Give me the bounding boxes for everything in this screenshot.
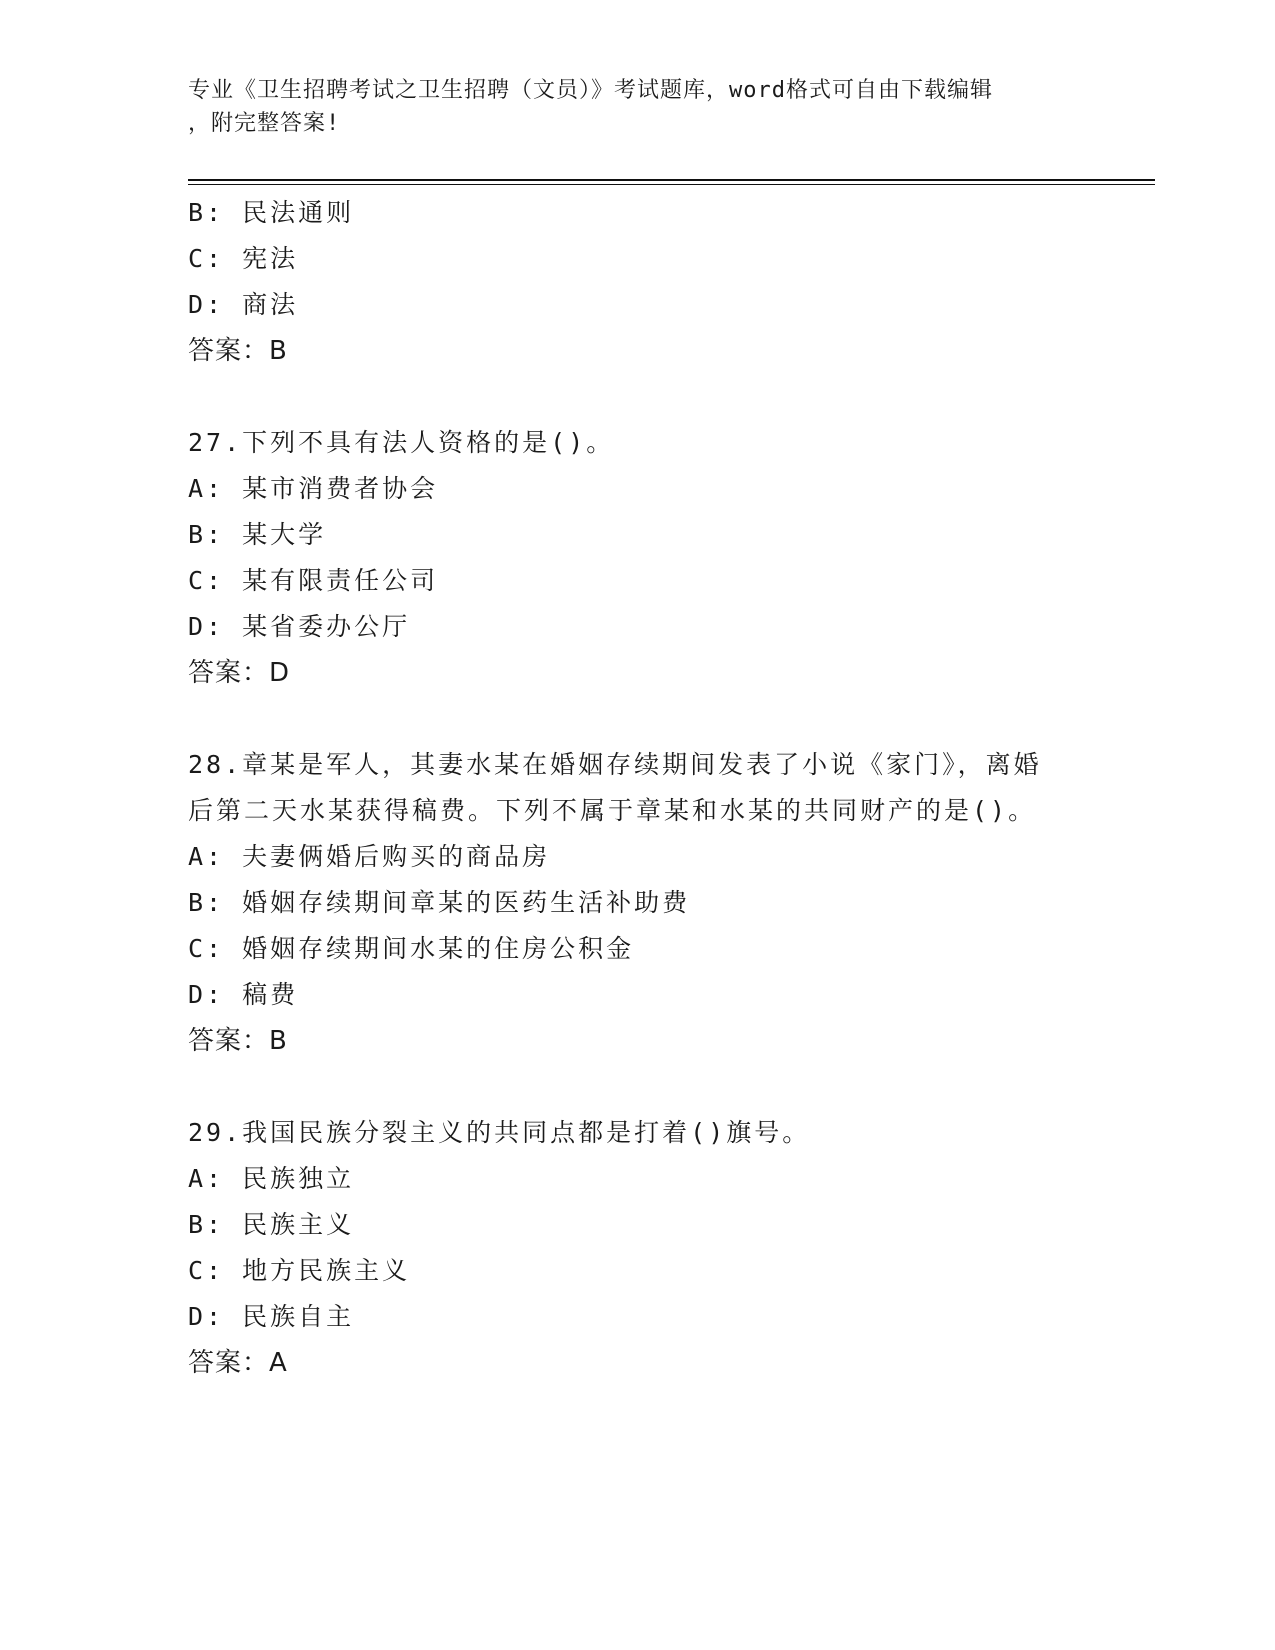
answer-line: 答案：B — [188, 1026, 288, 1056]
question-text-line-2: 后第二天水某获得稿费。下列不属于章某和水某的共同财产的是()。 — [188, 796, 1037, 825]
header-line-1: 专业《卫生招聘考试之卫生招聘（文员）》考试题库，word格式可自由下载编辑 — [188, 78, 993, 103]
answer-line: 答案：D — [188, 658, 291, 688]
option-c: C: 某有限责任公司 — [188, 566, 439, 595]
option-b: B: 民法通则 — [188, 198, 355, 227]
header-divider-thick — [188, 179, 1155, 181]
question-29 — [188, 1110, 1118, 1386]
option-d: D: 稿费 — [188, 980, 299, 1009]
option-d: D: 民族自主 — [188, 1302, 355, 1331]
option-c: C: 宪法 — [188, 244, 299, 273]
option-b: B: 民族主义 — [188, 1210, 355, 1239]
document-body — [188, 190, 1118, 1386]
header-divider-thin — [188, 184, 1155, 185]
option-d: D: 某省委办公厅 — [188, 612, 411, 641]
document-header — [188, 74, 1088, 140]
question-text-line-1: 28.章某是军人，其妻水某在婚姻存续期间发表了小说《家门》，离婚 — [188, 750, 1042, 779]
option-d: D: 商法 — [188, 290, 299, 319]
answer-line: 答案：B — [188, 336, 288, 366]
option-a: A: 夫妻俩婚后购买的商品房 — [188, 842, 551, 871]
option-c: C: 婚姻存续期间水某的住房公积金 — [188, 934, 635, 963]
question-26-partial — [188, 190, 1118, 374]
question-28 — [188, 742, 1118, 1064]
question-text: 29.我国民族分裂主义的共同点都是打着()旗号。 — [188, 1118, 811, 1147]
header-line-2: ，附完整答案! — [188, 111, 341, 136]
option-a: A: 某市消费者协会 — [188, 474, 439, 503]
option-c: C: 地方民族主义 — [188, 1256, 411, 1285]
answer-line: 答案：A — [188, 1348, 288, 1378]
option-b: B: 婚姻存续期间章某的医药生活补助费 — [188, 888, 691, 917]
question-text: 27.下列不具有法人资格的是()。 — [188, 428, 615, 457]
option-a: A: 民族独立 — [188, 1164, 355, 1193]
question-27 — [188, 420, 1118, 696]
option-b: B: 某大学 — [188, 520, 327, 549]
